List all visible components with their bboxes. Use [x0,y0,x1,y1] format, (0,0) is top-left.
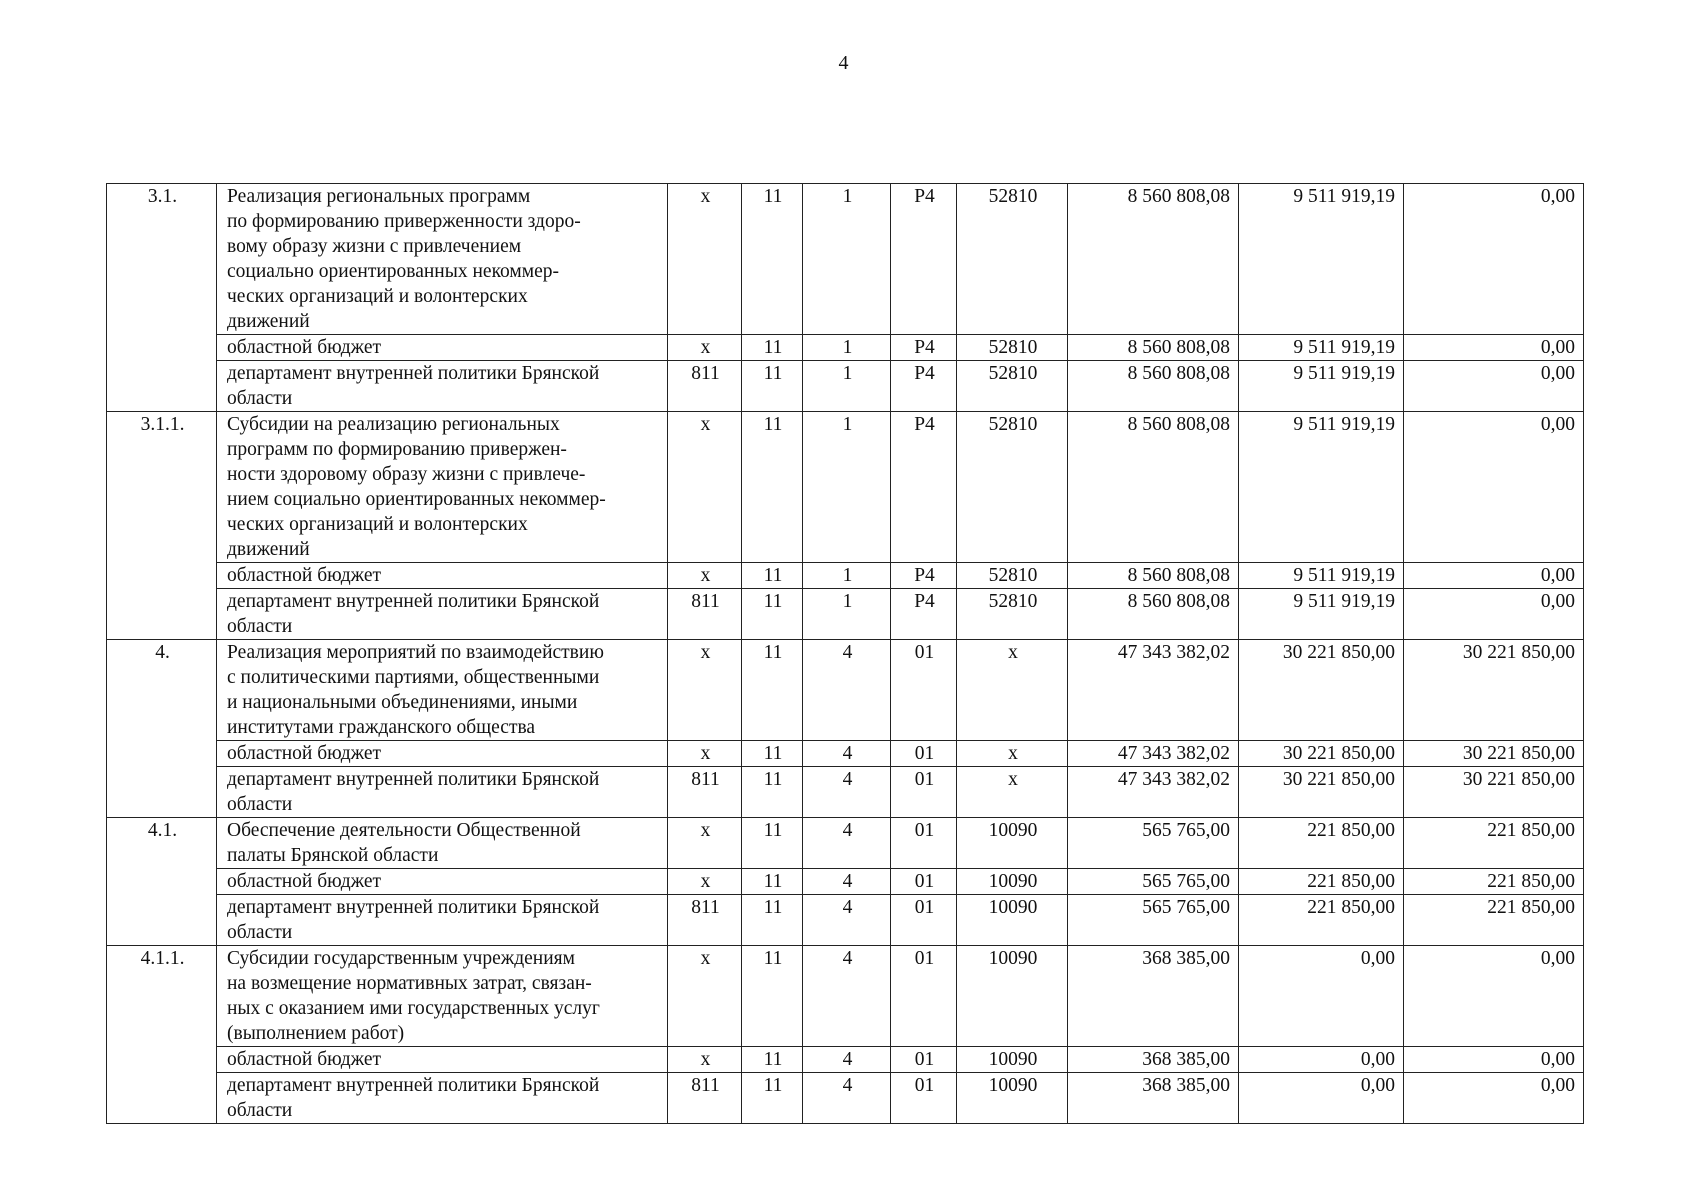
item-name-line: области [227,922,293,943]
item-name [217,361,668,412]
table-row [107,818,1584,869]
program-code: 11 [742,1047,803,1073]
admin-code: 811 [668,589,742,640]
event-code: Р4 [891,335,957,361]
amount-year-3: 30 221 850,00 [1404,767,1584,818]
amount-year-2: 30 221 850,00 [1239,640,1404,741]
amount-year-2: 9 511 919,19 [1239,335,1404,361]
subprogram-code: 4 [803,818,891,869]
amount-year-3: 0,00 [1404,361,1584,412]
item-name-line: Обеспечение деятельности Общественной [227,820,581,841]
item-name-line: департамент внутренней политики Брянской [227,363,600,384]
table-row [107,1047,1584,1073]
amount-year-2: 9 511 919,19 [1239,589,1404,640]
program-code: 11 [742,895,803,946]
item-name-line: ных с оказанием ими государственных услуг [227,998,600,1019]
item-name-line: на возмещение нормативных затрат, связан- [227,973,592,994]
item-name-line: движений [227,539,310,560]
direction-code: 10090 [957,818,1068,869]
subprogram-code: 1 [803,589,891,640]
amount-year-3: 30 221 850,00 [1404,640,1584,741]
table-row [107,563,1584,589]
table-row [107,741,1584,767]
event-code: Р4 [891,563,957,589]
event-code: 01 [891,895,957,946]
item-name-line: департамент внутренней политики Брянской [227,1075,600,1096]
amount-year-3: 30 221 850,00 [1404,741,1584,767]
item-name-line: области [227,388,293,409]
item-name-line: нием социально ориентированных некоммер- [227,489,606,510]
table-body [107,184,1584,1124]
amount-year-1: 368 385,00 [1068,946,1239,1047]
amount-year-2: 221 850,00 [1239,869,1404,895]
item-number: 4. [107,640,217,818]
item-name-line: области [227,794,293,815]
table-row [107,335,1584,361]
subprogram-code: 1 [803,412,891,563]
item-name-line: Субсидии государственным учреждениям [227,948,575,969]
table-row [107,361,1584,412]
admin-code: х [668,335,742,361]
event-code: 01 [891,741,957,767]
admin-code: х [668,741,742,767]
item-name-line: департамент внутренней политики Брянской [227,591,600,612]
item-name-line: социально ориентированных некоммер- [227,261,560,282]
amount-year-3: 0,00 [1404,589,1584,640]
item-name [217,640,668,741]
page-number: 4 [838,52,849,74]
amount-year-3: 0,00 [1404,946,1584,1047]
amount-year-2: 9 511 919,19 [1239,412,1404,563]
direction-code: 52810 [957,361,1068,412]
program-code: 11 [742,741,803,767]
item-name-line: Реализация мероприятий по взаимодействию [227,642,604,663]
item-name [217,184,668,335]
subprogram-code: 4 [803,741,891,767]
table-row [107,895,1584,946]
subprogram-code: 4 [803,767,891,818]
admin-code: х [668,869,742,895]
admin-code: х [668,563,742,589]
item-name-line: и национальными объединениями, иными [227,692,578,713]
direction-code: 52810 [957,589,1068,640]
event-code: Р4 [891,184,957,335]
item-name-line: движений [227,311,310,332]
admin-code: х [668,184,742,335]
program-code: 11 [742,640,803,741]
amount-year-3: 221 850,00 [1404,895,1584,946]
amount-year-3: 0,00 [1404,1047,1584,1073]
item-name-line: ческих организаций и волонтерских [227,514,528,535]
subprogram-code: 1 [803,563,891,589]
program-code: 11 [742,412,803,563]
table-row [107,184,1584,335]
amount-year-1: 47 343 382,02 [1068,640,1239,741]
item-name-line: институтами гражданского общества [227,717,536,738]
admin-code: х [668,412,742,563]
item-name-line: департамент внутренней политики Брянской [227,769,600,790]
amount-year-1: 47 343 382,02 [1068,741,1239,767]
amount-year-1: 565 765,00 [1068,895,1239,946]
amount-year-1: 8 560 808,08 [1068,184,1239,335]
item-name [217,1073,668,1124]
subprogram-code: 1 [803,361,891,412]
direction-code: 10090 [957,869,1068,895]
subprogram-code: 4 [803,640,891,741]
item-name-line: области [227,616,293,637]
amount-year-3: 221 850,00 [1404,818,1584,869]
item-name-line: (выполнением работ) [227,1023,405,1044]
item-name [217,563,668,589]
program-code: 11 [742,869,803,895]
amount-year-3: 0,00 [1404,1073,1584,1124]
admin-code: х [668,946,742,1047]
admin-code: 811 [668,1073,742,1124]
item-name-line: палаты Брянской области [227,845,439,866]
program-code: 11 [742,1073,803,1124]
admin-code: х [668,818,742,869]
event-code: 01 [891,640,957,741]
budget-table [106,183,1584,1124]
amount-year-1: 368 385,00 [1068,1047,1239,1073]
program-code: 11 [742,563,803,589]
direction-code: 10090 [957,1047,1068,1073]
item-name-line: программ по формированию привержен- [227,439,567,460]
item-name-line: областной бюджет [227,743,382,764]
program-code: 11 [742,818,803,869]
program-code: 11 [742,767,803,818]
amount-year-1: 8 560 808,08 [1068,335,1239,361]
event-code: 01 [891,767,957,818]
item-name [217,741,668,767]
admin-code: 811 [668,767,742,818]
item-name [217,869,668,895]
subprogram-code: 4 [803,869,891,895]
amount-year-3: 0,00 [1404,335,1584,361]
event-code: Р4 [891,589,957,640]
amount-year-1: 368 385,00 [1068,1073,1239,1124]
subprogram-code: 4 [803,1073,891,1124]
event-code: 01 [891,818,957,869]
item-name [217,895,668,946]
direction-code: 52810 [957,412,1068,563]
amount-year-2: 30 221 850,00 [1239,741,1404,767]
direction-code: х [957,741,1068,767]
item-number: 4.1. [107,818,217,946]
direction-code: 52810 [957,184,1068,335]
table-row [107,869,1584,895]
program-code: 11 [742,589,803,640]
program-code: 11 [742,361,803,412]
item-name-line: вому образу жизни с привлечением [227,236,522,257]
table-row [107,412,1584,563]
subprogram-code: 4 [803,1047,891,1073]
item-name-line: Реализация региональных программ [227,186,531,207]
direction-code: 10090 [957,1073,1068,1124]
amount-year-3: 221 850,00 [1404,869,1584,895]
amount-year-1: 8 560 808,08 [1068,589,1239,640]
amount-year-2: 221 850,00 [1239,895,1404,946]
item-name [217,818,668,869]
direction-code: 10090 [957,946,1068,1047]
item-name-line: с политическими партиями, общественными [227,667,600,688]
direction-code: 52810 [957,563,1068,589]
table-row [107,767,1584,818]
amount-year-1: 565 765,00 [1068,818,1239,869]
admin-code: 811 [668,895,742,946]
item-name-line: департамент внутренней политики Брянской [227,897,600,918]
event-code: 01 [891,946,957,1047]
item-name-line: областной бюджет [227,1049,382,1070]
event-code: 01 [891,1073,957,1124]
event-code: 01 [891,1047,957,1073]
program-code: 11 [742,335,803,361]
direction-code: х [957,640,1068,741]
event-code: Р4 [891,361,957,412]
program-code: 11 [742,946,803,1047]
item-name-line: областной бюджет [227,337,382,358]
direction-code: х [957,767,1068,818]
amount-year-1: 565 765,00 [1068,869,1239,895]
item-name-line: Субсидии на реализацию региональных [227,414,560,435]
amount-year-3: 0,00 [1404,563,1584,589]
subprogram-code: 4 [803,895,891,946]
item-name [217,589,668,640]
item-name [217,335,668,361]
item-number: 4.1.1. [107,946,217,1124]
subprogram-code: 4 [803,946,891,1047]
amount-year-1: 8 560 808,08 [1068,412,1239,563]
amount-year-1: 8 560 808,08 [1068,361,1239,412]
amount-year-2: 9 511 919,19 [1239,361,1404,412]
item-name-line: области [227,1100,293,1121]
program-code: 11 [742,184,803,335]
amount-year-1: 8 560 808,08 [1068,563,1239,589]
amount-year-2: 9 511 919,19 [1239,184,1404,335]
amount-year-1: 47 343 382,02 [1068,767,1239,818]
table-row [107,1073,1584,1124]
event-code: 01 [891,869,957,895]
direction-code: 52810 [957,335,1068,361]
table-row [107,946,1584,1047]
item-name [217,1047,668,1073]
admin-code: х [668,640,742,741]
subprogram-code: 1 [803,335,891,361]
event-code: Р4 [891,412,957,563]
amount-year-2: 9 511 919,19 [1239,563,1404,589]
amount-year-2: 0,00 [1239,946,1404,1047]
admin-code: х [668,1047,742,1073]
item-name [217,412,668,563]
item-name [217,946,668,1047]
subprogram-code: 1 [803,184,891,335]
admin-code: 811 [668,361,742,412]
item-number: 3.1.1. [107,412,217,640]
item-name-line: по формированию приверженности здоро- [227,211,581,232]
amount-year-2: 0,00 [1239,1047,1404,1073]
item-name-line: областной бюджет [227,871,382,892]
item-name-line: ности здоровому образу жизни с привлече- [227,464,586,485]
table-row [107,640,1584,741]
item-name [217,767,668,818]
item-name-line: областной бюджет [227,565,382,586]
amount-year-2: 30 221 850,00 [1239,767,1404,818]
table-row [107,589,1584,640]
amount-year-3: 0,00 [1404,412,1584,563]
item-number: 3.1. [107,184,217,412]
amount-year-2: 0,00 [1239,1073,1404,1124]
item-name-line: ческих организаций и волонтерских [227,286,528,307]
amount-year-3: 0,00 [1404,184,1584,335]
direction-code: 10090 [957,895,1068,946]
amount-year-2: 221 850,00 [1239,818,1404,869]
